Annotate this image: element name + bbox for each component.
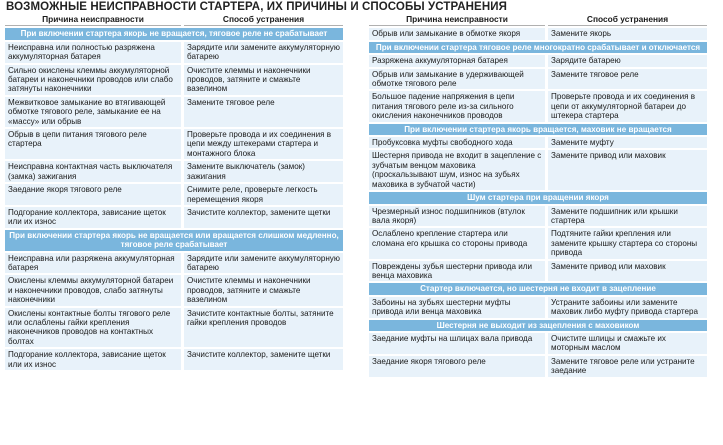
remedy-cell: Зарядите или замените аккумуляторную батарею bbox=[184, 253, 343, 274]
section-header: Шум стартера при вращении якоря bbox=[369, 192, 707, 203]
page-title: ВОЗМОЖНЫЕ НЕИСПРАВНОСТИ СТАРТЕРА, ИХ ПРИЧИНЫ И СПОСОБЫ УСТРАНЕНИЯ bbox=[6, 1, 507, 13]
cause-cell: Заедание якоря тягового реле bbox=[369, 356, 545, 377]
cause-cell: Неисправна контактная часть выключателя (замка) зажигания bbox=[5, 161, 181, 182]
cause-column-header: Причина неисправности bbox=[369, 14, 545, 26]
remedy-cell: Проверьте провода и их соединения в цепи от аккумуляторной батареи до штекера стартера bbox=[548, 91, 707, 121]
remedy-cell: Зачистите коллектор, замените щетки bbox=[184, 207, 343, 228]
cause-cell: Чрезмерный износ подшипников (втулок вала якоря) bbox=[369, 206, 545, 227]
remedy-cell: Очистите клеммы и наконечники проводов, затяните и смажьте вазелином bbox=[184, 275, 343, 305]
remedy-cell: Замените тяговое реле или устраните заедание bbox=[548, 356, 707, 377]
cause-cell: Окислены контактные болты тягового реле или ослаблены гайки крепления наконечников проводов на контактных болтах bbox=[5, 308, 181, 348]
cause-cell: Подгорание коллектора, зависание щеток или их износ bbox=[5, 207, 181, 228]
cause-cell: Забоины на зубьях шестерни муфты привода или венца маховика bbox=[369, 297, 545, 318]
remedy-cell: Зачистите контактные болты, затяните гайки крепления проводов bbox=[184, 308, 343, 348]
remedy-cell: Замените тяговое реле bbox=[548, 69, 707, 90]
cause-cell: Неисправна или разряжена аккумуляторная батарея bbox=[5, 253, 181, 274]
cause-cell: Обрыв или замыкание в обмотке якоря bbox=[369, 28, 545, 39]
remedy-cell: Замените привод или маховик bbox=[548, 261, 707, 282]
remedy-cell: Замените выключатель (замок) зажигания bbox=[184, 161, 343, 182]
cause-column-header: Причина неисправности bbox=[5, 14, 181, 26]
remedy-column-header: Способ устранения bbox=[548, 14, 707, 26]
remedy-cell: Устраните забоины или замените маховик либо муфту привода стартера bbox=[548, 297, 707, 318]
section-header: Стартер включается, но шестерня не входит в зацепление bbox=[369, 283, 707, 294]
cause-cell: Обрыв или замыкание в удерживающей обмотке тягового реле bbox=[369, 69, 545, 90]
section-header: При включении стартера якорь не вращается или вращается слишком медленно, тяговое реле срабатывает bbox=[5, 230, 343, 251]
remedy-cell: Снимите реле, проверьте легкость перемещения якоря bbox=[184, 184, 343, 205]
cause-cell: Заедание муфты на шлицах вала привода bbox=[369, 333, 545, 354]
remedy-column-header: Способ устранения bbox=[184, 14, 343, 26]
cause-cell: Межвитковое замыкание во втягивающей обмотке тягового реле, замыкание ее на «массу» или обрыв bbox=[5, 97, 181, 127]
cause-cell: Повреждены зубья шестерни привода или венца маховика bbox=[369, 261, 545, 282]
remedy-cell: Замените муфту bbox=[548, 137, 707, 148]
remedy-cell: Проверьте провода и их соединения в цепи между штекерами стартера и монтажного блока bbox=[184, 129, 343, 159]
remedy-cell: Зачистите коллектор, замените щетки bbox=[184, 349, 343, 370]
cause-cell: Разряжена аккумуляторная батарея bbox=[369, 55, 545, 66]
remedy-cell: Замените якорь bbox=[548, 28, 707, 39]
cause-cell: Шестерня привода не входит в зацепление с зубчатым венцом маховика (проскальзывают шум, износ на зубьях маховика в зубчатой части) bbox=[369, 150, 545, 190]
cause-cell: Обрыв в цепи питания тягового реле стартера bbox=[5, 129, 181, 159]
remedy-cell: Зарядите или замените аккумуляторную батарею bbox=[184, 42, 343, 63]
left-fault-table bbox=[5, 14, 343, 370]
remedy-cell: Очистите шлицы и смажьте их моторным маслом bbox=[548, 333, 707, 354]
cause-cell: Ослаблено крепление стартера или сломана его крышка со стороны привода bbox=[369, 228, 545, 258]
remedy-cell: Замените тяговое реле bbox=[184, 97, 343, 127]
cause-cell: Пробуксовка муфты свободного хода bbox=[369, 137, 545, 148]
cause-cell: Неисправна или полностью разряжена аккумуляторная батарея bbox=[5, 42, 181, 63]
remedy-cell: Очистите клеммы и наконечники проводов, затяните и смажьте вазелином bbox=[184, 65, 343, 95]
cause-cell: Подгорание коллектора, зависание щеток или их износ bbox=[5, 349, 181, 370]
cause-cell: Сильно окислены клеммы аккумуляторной батареи и наконечники проводов или слабо затянуты наконечники bbox=[5, 65, 181, 95]
remedy-cell: Зарядите батарею bbox=[548, 55, 707, 66]
cause-cell: Заедание якоря тягового реле bbox=[5, 184, 181, 205]
section-header: При включении стартера якорь вращается, маховик не вращается bbox=[369, 124, 707, 135]
section-header: Шестерня не выходит из зацепления с маховиком bbox=[369, 320, 707, 331]
cause-cell: Большое падение напряжения в цепи питания тягового реле из-за сильного окисления наконечников проводов bbox=[369, 91, 545, 121]
remedy-cell: Замените подшипник или крышки стартера bbox=[548, 206, 707, 227]
section-header: При включении стартера якорь не вращается, тяговое реле не срабатывает bbox=[5, 28, 343, 39]
section-header: При включении стартера тяговое реле многократно срабатывает и отключается bbox=[369, 42, 707, 53]
remedy-cell: Подтяните гайки крепления или замените крышку стартера со стороны привода bbox=[548, 228, 707, 258]
cause-cell: Окислены клеммы аккумуляторной батареи и наконечники проводов, слабо затянуты наконечники bbox=[5, 275, 181, 305]
right-fault-table bbox=[369, 14, 707, 377]
remedy-cell: Замените привод или маховик bbox=[548, 150, 707, 190]
